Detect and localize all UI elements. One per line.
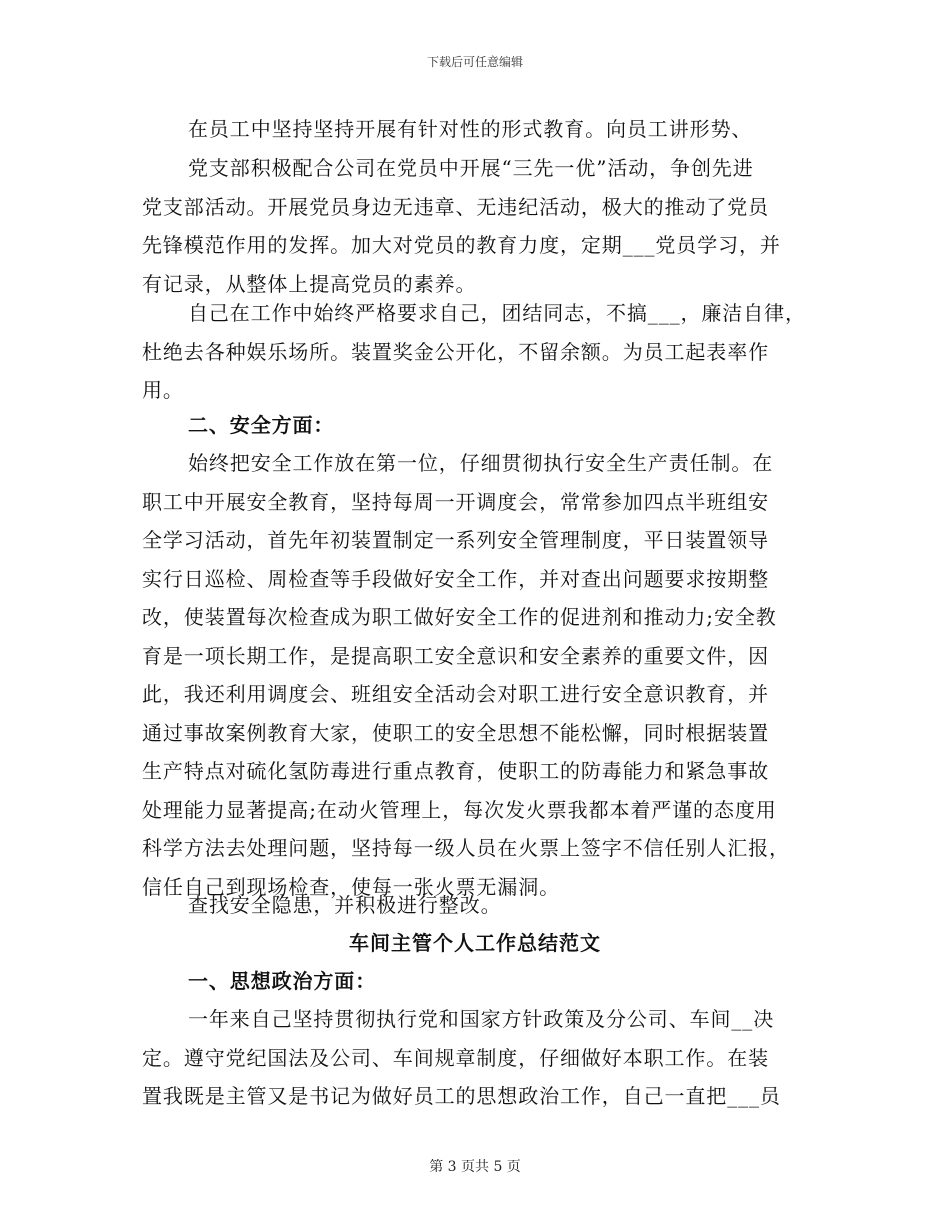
section-heading-safety: 二、安全方面：	[188, 413, 335, 437]
text-line: 有记录，从整体上提高党员的素养。	[142, 271, 477, 296]
paragraph-ideology	[142, 1000, 822, 1116]
text-line: 生产特点对硫化氢防毒进行重点教育，使职工的防毒能力和紧急事故	[142, 759, 769, 783]
text-line: 党支部活动。开展党员身边无违章、无违纪活动，极大的推动了党员	[142, 194, 769, 219]
text-line: 用。	[142, 378, 184, 402]
text-line: 在员工中坚持坚持开展有针对性的形式教育。向员工讲形势、	[188, 117, 753, 141]
text-line: 实行日巡检、周检查等手段做好安全工作，并对查出问题要求按期整	[142, 566, 769, 591]
text-line: 职工中开展安全教育，坚持每周一开调度会，常常参加四点半班组安	[142, 489, 769, 514]
text-line: 始终把安全工作放在第一位，仔细贯彻执行安全生产责任制。在	[188, 451, 774, 475]
text-line: 通过事故案例教育大家，使职工的安全思想不能松懈，同时根据装置	[142, 720, 769, 745]
text-line: 信任自己到现场检查，使每一张火票无漏洞。	[142, 874, 560, 899]
text-line: 一年来自己坚持贯彻执行党和国家方针政策及分公司、车间__决	[188, 1007, 775, 1031]
text-line: 育是一项长期工作，是提高职工安全意识和安全素养的重要文件，因	[142, 643, 769, 668]
paragraph-party-branch	[142, 149, 822, 303]
paragraph-hazards	[142, 886, 822, 925]
text-line: 先锋模范作用的发挥。加大对党员的教育力度，定期___党员学习，并	[142, 233, 781, 257]
text-line: 科学方法去处理问题，坚持每一级人员在火票上签字不信任别人汇报，	[142, 836, 790, 860]
text-line: 改，使装置每次检查成为职工做好安全工作的促进剂和推动力;安全教	[142, 605, 777, 629]
page-number: 第 3 页共 5 页	[429, 1159, 521, 1175]
text-line: 定。遵守党纪国法及公司、车间规章制度，仔细做好本职工作。在装	[142, 1045, 769, 1070]
text-line: 杜绝去各种娱乐场所。装置奖金公开化，不留余额。为员工起表率作	[142, 339, 769, 364]
text-line: 党支部积极配合公司在党员中开展“三先一优”活动，争创先进	[188, 156, 754, 180]
text-line: 置我既是主管又是书记为做好员工的思想政治工作，自己一直把___员	[142, 1084, 781, 1108]
page-header: 下载后可任意编辑	[426, 55, 523, 69]
text-line: 自己在工作中始终严格要求自己，团结同志，不搞___，廉洁自律，	[188, 301, 806, 325]
text-line: 此，我还利用调度会、班组安全活动会对职工进行安全意识教育，并	[142, 682, 769, 706]
paragraph-education	[142, 110, 822, 149]
document-title: 车间主管个人工作总结范文	[349, 931, 601, 955]
paragraph-self-discipline	[142, 294, 822, 410]
paragraph-safety	[142, 444, 822, 906]
text-line: 全学习活动，首先年初装置制定一系列安全管理制度，平日装置领导	[142, 528, 769, 552]
section-heading-ideology: 一、思想政治方面：	[188, 969, 377, 993]
text-line: 处理能力显著提高;在动火管理上，每次发火票我都本着严谨的态度用	[142, 797, 777, 822]
text-line: 查找安全隐患，并积极进行整改。	[188, 893, 502, 917]
